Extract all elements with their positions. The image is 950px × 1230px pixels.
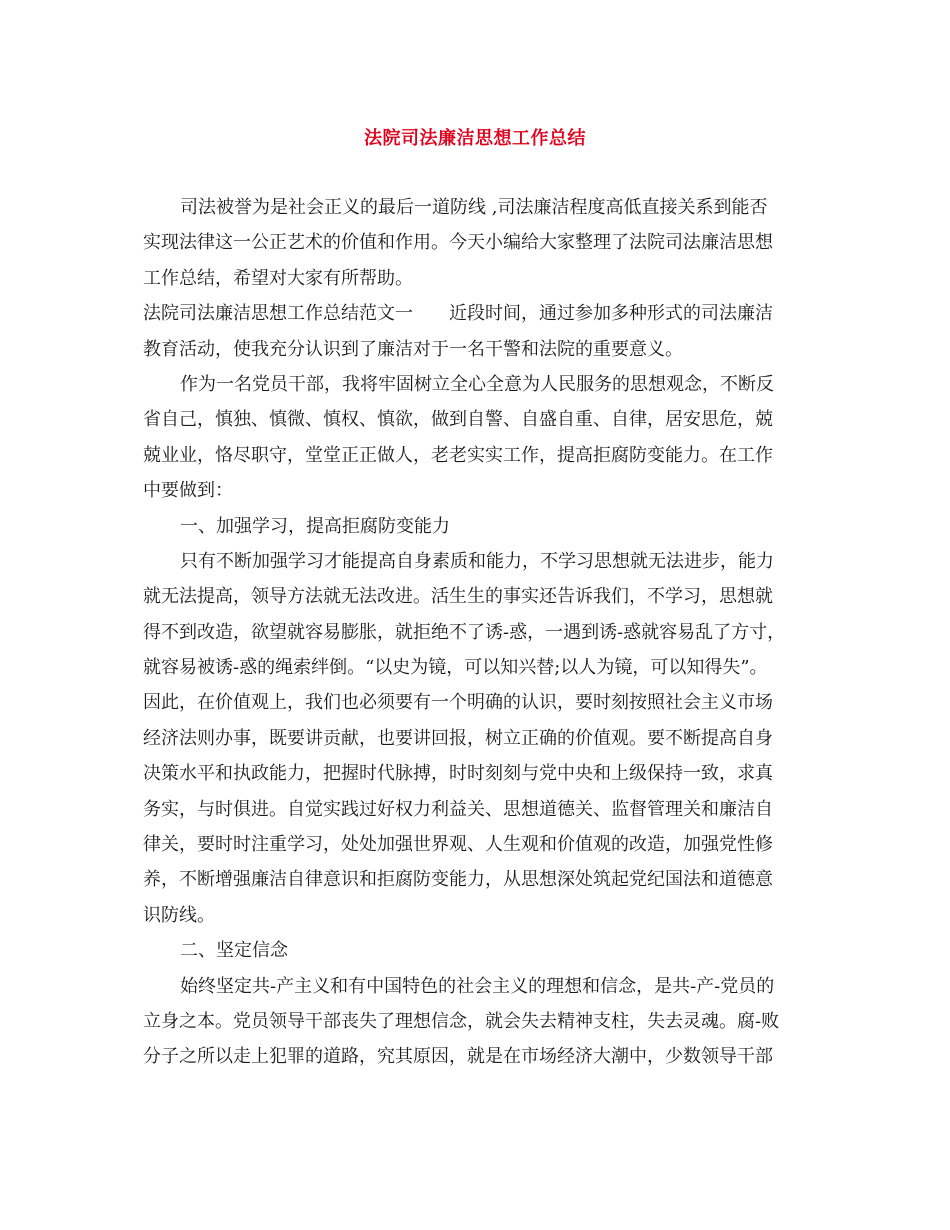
document-title: 法院司法廉洁思想工作总结 [364, 128, 586, 149]
document-body [143, 190, 808, 1075]
text-line-content: 律关，要时时注重学习，处处加强世界观、人生观和价值观的改造，加强党性修 [143, 834, 773, 856]
text-line-content: 法院司法廉洁思想工作总结范文一 [143, 303, 413, 325]
text-line-content: 分子之所以走上犯罪的道路，究其原因，就是在市场经济大潮中，少数领导干部 [143, 1046, 773, 1068]
text-line-content: 立身之本。党员领导干部丧失了理想信念，就会失去精神支柱，失去灵魂。腐-败 [143, 1010, 780, 1032]
text-line [143, 969, 808, 1004]
text-line [143, 579, 808, 614]
text-line-content: 得不到改造，欲望就容易膨胀，就拒绝不了诱-惑，一遇到诱-惑就容易乱了方寸， [143, 621, 786, 643]
text-line-content: 一、加强学习，提高拒腐防变能力 [180, 515, 450, 537]
text-line [143, 685, 808, 720]
text-line [143, 332, 808, 367]
text-line [143, 190, 808, 225]
text-line [143, 650, 808, 685]
text-line [143, 756, 808, 791]
text-line [143, 862, 808, 897]
text-line [143, 473, 808, 508]
text-line [143, 509, 808, 544]
text-line [143, 615, 808, 650]
text-line [143, 367, 808, 402]
text-line-content: 养，不断增强廉洁自律意识和拒腐防变能力，从思想深处筑起党纪国法和道德意 [143, 869, 773, 891]
text-line [143, 296, 808, 331]
text-line [143, 933, 808, 968]
text-line [143, 1004, 808, 1039]
text-line-content: 工作总结，希望对大家有所帮助。 [143, 267, 413, 289]
text-line [143, 898, 808, 933]
text-line [143, 544, 808, 579]
text-line [143, 438, 808, 473]
text-line [143, 721, 808, 756]
text-line-content: 就无法提高，领导方法就无法改进。活生生的事实还告诉我们，不学习，思想就 [143, 586, 773, 608]
text-line [143, 261, 808, 296]
text-line-content: 识防线。 [143, 904, 215, 926]
text-line-content: 二、坚定信念 [180, 940, 288, 962]
text-line-content: 省自己，慎独、慎微、慎权、慎欲，做到自警、自盛自重、自律，居安思危，兢 [143, 409, 773, 431]
text-line-content: 始终坚定共-产主义和有中国特色的社会主义的理想和信念，是共-产-党员的 [180, 975, 775, 997]
text-line-tail: 近段时间，通过参加多种形式的司法廉洁 [449, 303, 773, 325]
text-line [143, 792, 808, 827]
text-line [143, 1039, 808, 1074]
text-line-content: 因此，在价值观上，我们也必须要有一个明确的认识，要时刻按照社会主义市场 [143, 692, 773, 714]
text-line-content: 司法被誉为是社会正义的最后一道防线 ,司法廉洁程度高低直接关系到能否 [180, 197, 768, 218]
text-line [143, 827, 808, 862]
text-line-content: 决策水平和执政能力，把握时代脉搏，时时刻刻与党中央和上级保持一致，求真 [143, 763, 773, 785]
text-line-content: 只有不断加强学习才能提高自身素质和能力，不学习思想就无法进步，能力 [180, 550, 774, 572]
text-line-content: 务实，与时俱进。自觉实践过好权力利益关、思想道德关、监督管理关和廉洁自 [143, 798, 773, 820]
text-line-content: 实现法律这一公正艺术的价值和作用。今天小编给大家整理了法院司法廉洁思想 [143, 232, 773, 254]
text-line-content: 兢业业，恪尽职守，堂堂正正做人，老老实实工作，提高拒腐防变能力。在工作 [143, 444, 773, 466]
text-line [143, 225, 808, 260]
text-line-content: 经济法则办事，既要讲贡献，也要讲回报，树立正确的价值观。要不断提高自身 [143, 727, 773, 749]
text-line-content: 教育活动，使我充分认识到了廉洁对于一名干警和法院的重要意义。 [143, 338, 683, 360]
text-line-content: 作为一名党员干部，我将牢固树立全心全意为人民服务的思想观念，不断反 [180, 373, 774, 395]
text-line-content: 中要做到： [143, 480, 233, 502]
text-line-content: 就容易被诱-惑的绳索绊倒。“以史为镜，可以知兴替;以人为镜，可以知得失”。 [143, 657, 768, 679]
text-line [143, 402, 808, 437]
